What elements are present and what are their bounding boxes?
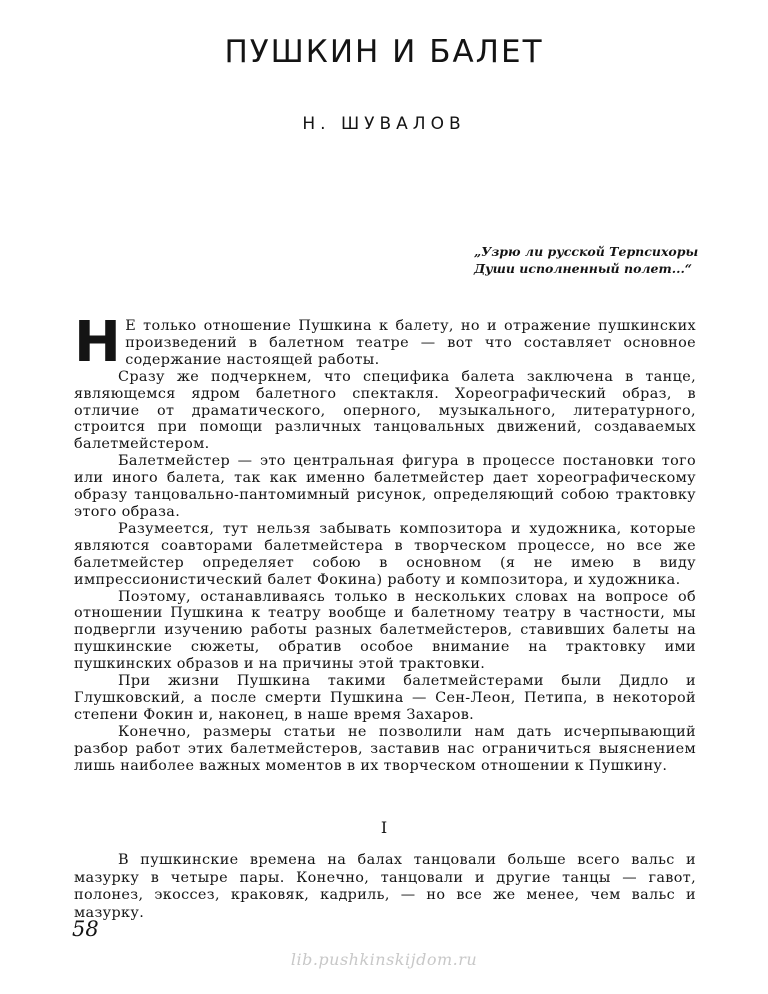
section-body bbox=[74, 852, 696, 922]
article-title: ПУШКИН И БАЛЕТ bbox=[224, 34, 544, 70]
section-number: I bbox=[380, 818, 388, 837]
paragraph-1 bbox=[74, 310, 696, 375]
paragraph-5: Поэтому, останавливаясь только в нескольких словах на вопросе об отношении Пушкина к театру вообще и балетному театру в частности, мы подвергли изучению работы разных балетмейстеров, ставивших балеты на пушкинские сюжеты, обратив особое внимание на трактовку ими пушкинских образов и на причины этой трактовки. bbox=[74, 588, 696, 673]
paragraph-7: Конечно, размеры статьи не позволили нам дать исчерпывающий разбор работ этих балетмейстеров, заставив нас ограничиться выяснением лишь наиболее важных моментов в их творческом отношении к Пушкину. bbox=[74, 723, 696, 774]
page-number: 58 bbox=[72, 917, 99, 941]
paragraph-6: При жизни Пушкина такими балетмейстерами были Дидло и Глушковский, а после смерти Пушкина — Сен-Леон, Петипа, в некоторой степени Фокин и, наконец, в наше время Захаров. bbox=[74, 673, 696, 723]
article-author: Н. ШУВАЛОВ bbox=[302, 114, 466, 134]
paragraph-3: Балетмейстер — это центральная фигура в процессе постановки того или иного балета, так как именно балетмейстер дает хореографическому образу танцовально-пантомимный рисунок, определяющий собою трактовку этого образа. bbox=[74, 453, 696, 520]
epigraph-line-1: „Узрю ли русской Терпсихоры bbox=[474, 244, 699, 259]
paragraph-4: Разумеется, тут нельзя забывать композитора и художника, которые являются соавторами балетмейстера в творческом процессе, но все же балетмейстер определяет собою в основном (я не имею в виду импрессионистический балет Фокина) работу и композитора, и художника. bbox=[74, 520, 696, 588]
article-body bbox=[74, 310, 696, 774]
paragraph-1-text: Е только отношение Пушкина к балету, но и отражение пушкинских произведений в балетном театре — вот что составляет основное содержание настоящей работы. bbox=[125, 318, 696, 368]
watermark: lib.pushkinskijdom.ru bbox=[290, 950, 478, 969]
paragraph-2: Сразу же подчеркнем, что специфика балета заключена в танце, являющемся ядром балетного спектакля. Хореографический образ, в отличие от драматического, оперного, музыкального, литературного, строится при помощи различных танцовальных движений, создаваемых балетмейстером. bbox=[74, 368, 696, 453]
section-paragraph-1: В пушкинские времена на балах танцовали больше всего вальс и мазурку в четыре пары. Конечно, танцовали и другие танцы — гавот, полонез, экоссез, краковяк, кадриль, — но все же менее, чем вальс и мазурку. bbox=[74, 852, 696, 921]
drop-cap: Н bbox=[74, 310, 122, 375]
epigraph bbox=[474, 243, 714, 277]
epigraph-line-2: Души исполненный полет...“ bbox=[474, 261, 692, 276]
